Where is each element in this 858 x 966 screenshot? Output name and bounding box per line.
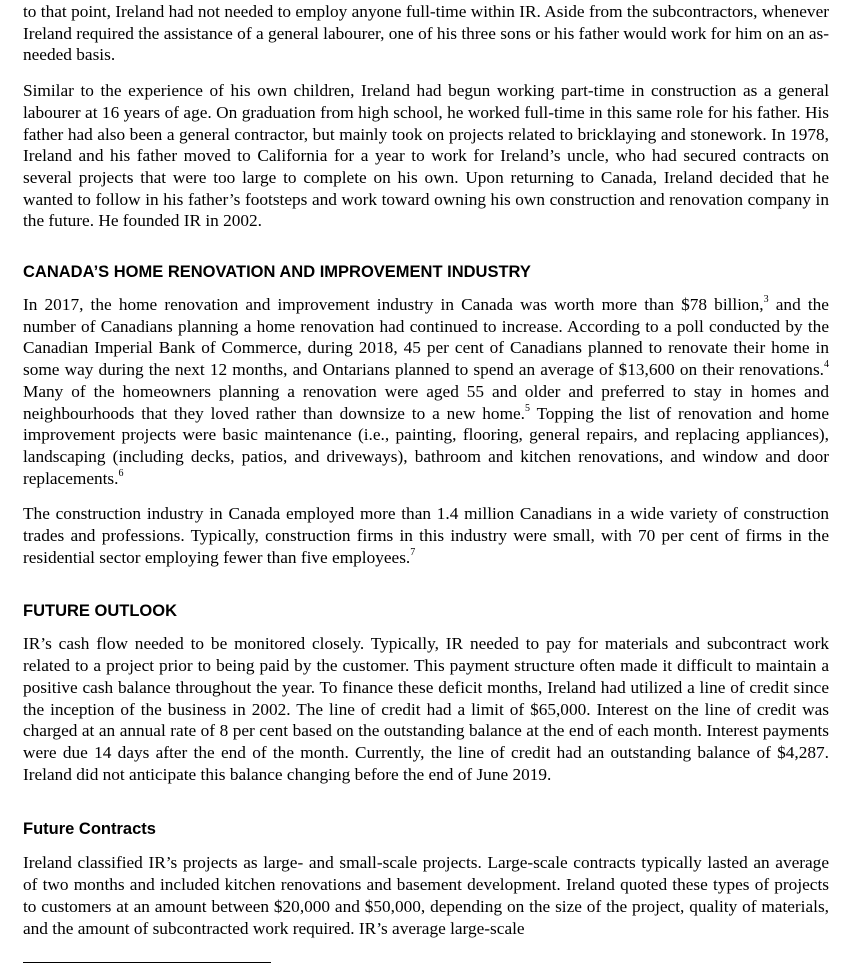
footnote-ref-7: 7 (410, 547, 416, 558)
text-segment: In 2017, the home renovation and improvement industry in Canada was worth more than $78 billion, (23, 295, 764, 315)
text-segment: Topping the list of renovation and home improvement projects were basic maintenance (i.e., painting, flooring, general repairs, and replacing appliances), landscaping (including decks, patios, and driveways), bathroom and kitchen renovations, and window and door replacements. (23, 403, 829, 488)
footnote-ref-4: 4 (824, 359, 829, 371)
paragraph-background: Similar to the experience of his own children, Ireland had begun working part-time in construction as a general labourer at 16 years of age. On graduation from high school, he worked full-time in this same role for his father. His father had also been a general contractor, but mainly took on projects related to bricklaying and stonework. In 1978, Ireland and his father moved to California for a year to work for Ireland’s uncle, who had secured contracts on several projects that were too large to complete on his own. Upon returning to Canada, Ireland decided that he wanted to follow in his father’s footsteps and work toward owning his own construction and renovation company in the future. He founded IR in 2002. (23, 81, 829, 231)
heading-future-outlook: FUTURE OUTLOOK (23, 602, 177, 621)
text-segment: Many of the homeowners planning a renovation were aged 55 and older and preferred to stay in homes and neighbourhoods that they loved rather than downsize to a new home. (23, 381, 829, 423)
text-segment: The construction industry in Canada employed more than 1.4 million Canadians in a wide variety of construction trades and professions. Typically, construction firms in this industry were small, with 70 per cent of firms in the residential sector employing fewer than five employees. (23, 504, 829, 567)
footnote-ref-5: 5 (525, 402, 531, 414)
footnote-ref-6: 6 (118, 467, 124, 479)
text-segment: and the number of Canadians planning a home renovation had continued to increase. According to a poll conducted by the Canadian Imperial Bank of Commerce, during 2018, 45 per cent of Canadians planned to renovate their home in some way during the next 12 months, and Ontarians planned to spend an average of $13,600 on their renovations. (23, 295, 829, 380)
paragraph-cash-flow: IR’s cash flow needed to be monitored closely. Typically, IR needed to pay for materials and subcontract work related to a project prior to being paid by the customer. This payment structure often made it difficult to maintain a positive cash balance throughout the year. To finance these deficit months, Ireland had utilized a line of credit since the inception of the business in 2002. The line of credit had a limit of $65,000. Interest on the line of credit was charged at an annual rate of 8 per cent based on the outstanding balance at the end of each month. Interest payments were due 14 days after the end of the month. Currently, the line of credit had an outstanding balance of $4,287. Ireland did not anticipate this balance changing before the end of June 2019. (23, 634, 829, 784)
paragraph-construction-employment (23, 503, 829, 568)
heading-industry: CANADA’S HOME RENOVATION AND IMPROVEMENT INDUSTRY (23, 263, 531, 282)
footnote-divider (23, 962, 271, 963)
paragraph-employment: to that point, Ireland had not needed to employ anyone full-time within IR. Aside from the subcontractors, whenever Ireland required the assistance of a general labourer, one of his three sons or his father would work for him on an as-needed basis. (23, 2, 829, 65)
document-page (23, 0, 829, 939)
footnote-ref-3: 3 (763, 294, 769, 306)
paragraph-industry-size (23, 294, 829, 489)
paragraph-project-classification: Ireland classified IR’s projects as large- and small-scale projects. Large-scale contracts typically lasted an average of two months and included kitchen renovations and basement development. Ireland quoted these types of projects to customers at an amount between $20,000 and $50,000, depending on the size of the project, quality of materials, and the amount of subcontracted work required. IR’s average large-scale (23, 853, 829, 938)
heading-future-contracts: Future Contracts (23, 820, 156, 839)
